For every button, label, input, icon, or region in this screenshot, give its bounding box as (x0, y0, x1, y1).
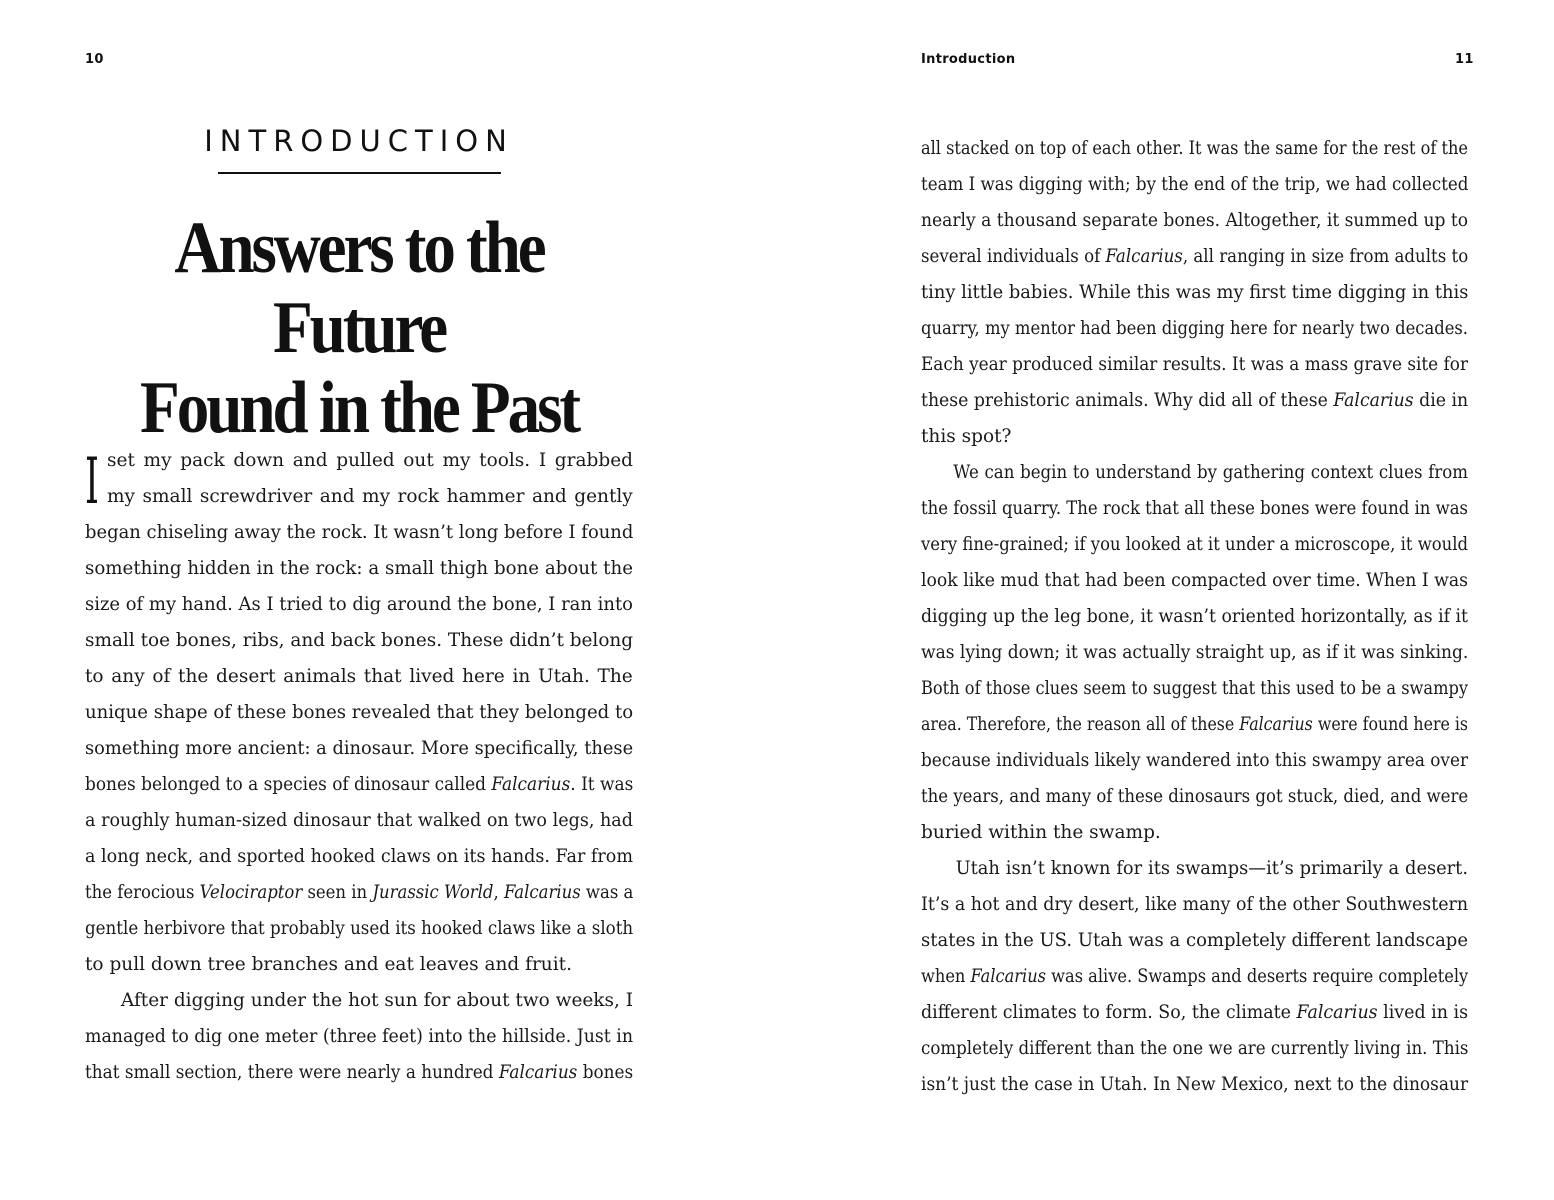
text-line (921, 239, 1468, 275)
text-line: tiny little babies. While this was my first time digging in this (921, 282, 1469, 303)
text-line: isn’t just the case in Utah. In New Mexico, next to the dinosaur (921, 1074, 1469, 1095)
italic-taxon: Velociraptor (199, 882, 303, 903)
italic-taxon: Falcarius (498, 1062, 578, 1083)
text-line (85, 1055, 633, 1091)
text-line: all stacked on top of each other. It was the same for the rest of the (921, 138, 1468, 159)
text-line: the fossil quarry. The rock that all these bones were found in was (921, 498, 1469, 519)
text-line: nearly a thousand separate bones. Altogether, it summed up to (921, 210, 1469, 231)
right-body-text (921, 131, 1468, 1103)
chapter-label: INTRODUCTION (204, 124, 514, 158)
text-line: to pull down tree branches and eat leaves and fruit. (85, 954, 572, 975)
text-segment: . It was (570, 774, 634, 795)
text-line: was lying down; it was actually straight up, as if it was sinking. (921, 642, 1469, 663)
text-segment: lived in is (1377, 1002, 1469, 1023)
italic-taxon: Falcarius (1333, 390, 1414, 411)
text-line: Both of those clues seem to suggest that this used to be a swampy (921, 678, 1468, 699)
text-line (921, 995, 1468, 1031)
italic-taxon: Falcarius (503, 882, 581, 903)
text-line: to any of the desert animals that lived here in Utah. The (85, 666, 633, 687)
chapter-title-line-2: Found in the Past (140, 367, 578, 449)
text-line: very fine-grained; if you looked at it under a microscope, it would (921, 534, 1469, 555)
text-line (85, 875, 633, 911)
text-segment: was alive. Swamps and deserts require completely (1045, 966, 1469, 987)
text-segment: when (921, 966, 971, 987)
text-line: my small screwdriver and my rock hammer and gently (107, 486, 633, 507)
text-segment: area. Therefore, the reason all of these (921, 714, 1240, 735)
chapter-title (105, 208, 614, 448)
italic-taxon: Falcarius (970, 966, 1046, 987)
drop-cap: I (85, 445, 99, 519)
italic-taxon: Falcarius (1296, 1002, 1378, 1023)
text-line: It’s a hot and dry desert, like many of the other Southwestern (921, 894, 1469, 915)
text-line: the years, and many of these dinosaurs got stuck, died, and were (921, 786, 1469, 807)
text-line: managed to dig one meter (three feet) into the hillside. Just in (85, 1026, 634, 1047)
italic-taxon: Falcarius (1239, 714, 1313, 735)
text-segment: that small section, there were nearly a hundred (85, 1062, 499, 1083)
text-line: this spot? (921, 426, 1012, 447)
running-head: Introduction (921, 52, 1016, 67)
text-line: quarry, my mentor had been digging here for nearly two decades. (921, 318, 1468, 339)
text-segment: was a (580, 882, 634, 903)
text-line: unique shape of these bones revealed that they belonged to (85, 702, 634, 723)
page-number-left: 10 (85, 52, 104, 67)
text-line: began chiseling away the rock. It wasn’t long before I found (85, 522, 634, 543)
text-line: team I was digging with; by the end of the trip, we had collected (921, 174, 1469, 195)
text-line (921, 959, 1468, 995)
text-line: look like mud that had been compacted over time. When I was (921, 570, 1469, 591)
text-segment: several individuals of (921, 246, 1106, 267)
text-line: something more ancient: a dinosaur. More specifically, these (85, 738, 634, 759)
chapter-title-line-1: Answers to the Future (174, 207, 544, 369)
italic-taxon: Falcarius (491, 774, 571, 795)
text-line: because individuals likely wandered into this swampy area over (921, 750, 1469, 771)
text-segment: the ferocious (85, 882, 200, 903)
text-line: We can begin to understand by gathering context clues from (953, 462, 1469, 483)
text-line: Utah isn’t known for its swamps—it’s primarily a desert. (955, 858, 1468, 879)
text-segment: die in (1413, 390, 1469, 411)
chapter-rule (218, 172, 501, 174)
text-line: completely different than the one we are currently living in. This (921, 1038, 1469, 1059)
text-segment: , all ranging in size from adults to (1182, 246, 1469, 267)
text-line: digging up the leg bone, it wasn’t oriented horizontally, as if it (921, 606, 1468, 627)
text-line: a long neck, and sported hooked claws on its hands. Far from (85, 846, 634, 867)
page-number-right: 11 (1455, 52, 1474, 67)
left-body-text (85, 443, 633, 1091)
italic-taxon: Falcarius (1105, 246, 1183, 267)
text-line (85, 767, 633, 803)
text-segment: , (493, 882, 504, 903)
text-line: small toe bones, ribs, and back bones. These didn’t belong (85, 630, 634, 651)
text-line: set my pack down and pulled out my tools. I grabbed (107, 450, 634, 471)
text-line: states in the US. Utah was a completely different landscape (921, 930, 1468, 951)
text-segment: were found here is (1312, 714, 1469, 735)
text-segment: seen in (302, 882, 373, 903)
italic-film-title: Jurassic World (372, 882, 494, 903)
text-segment: bones (577, 1062, 634, 1083)
text-line: a roughly human-sized dinosaur that walked on two legs, had (85, 810, 634, 831)
text-line: After digging under the hot sun for about two weeks, I (120, 990, 634, 1011)
text-line: something hidden in the rock: a small thigh bone about the (85, 558, 633, 579)
text-line: Each year produced similar results. It was a mass grave site for (921, 354, 1469, 375)
text-segment: different climates to form. So, the climate (921, 1002, 1297, 1023)
text-line (921, 383, 1468, 419)
text-line (921, 707, 1468, 743)
text-line: size of my hand. As I tried to dig around the bone, I ran into (85, 594, 633, 615)
text-segment: bones belonged to a species of dinosaur called (85, 774, 492, 795)
text-segment: these prehistoric animals. Why did all of these (921, 390, 1334, 411)
text-line: gentle herbivore that probably used its hooked claws like a sloth (85, 918, 634, 939)
text-line: buried within the swamp. (921, 822, 1161, 843)
